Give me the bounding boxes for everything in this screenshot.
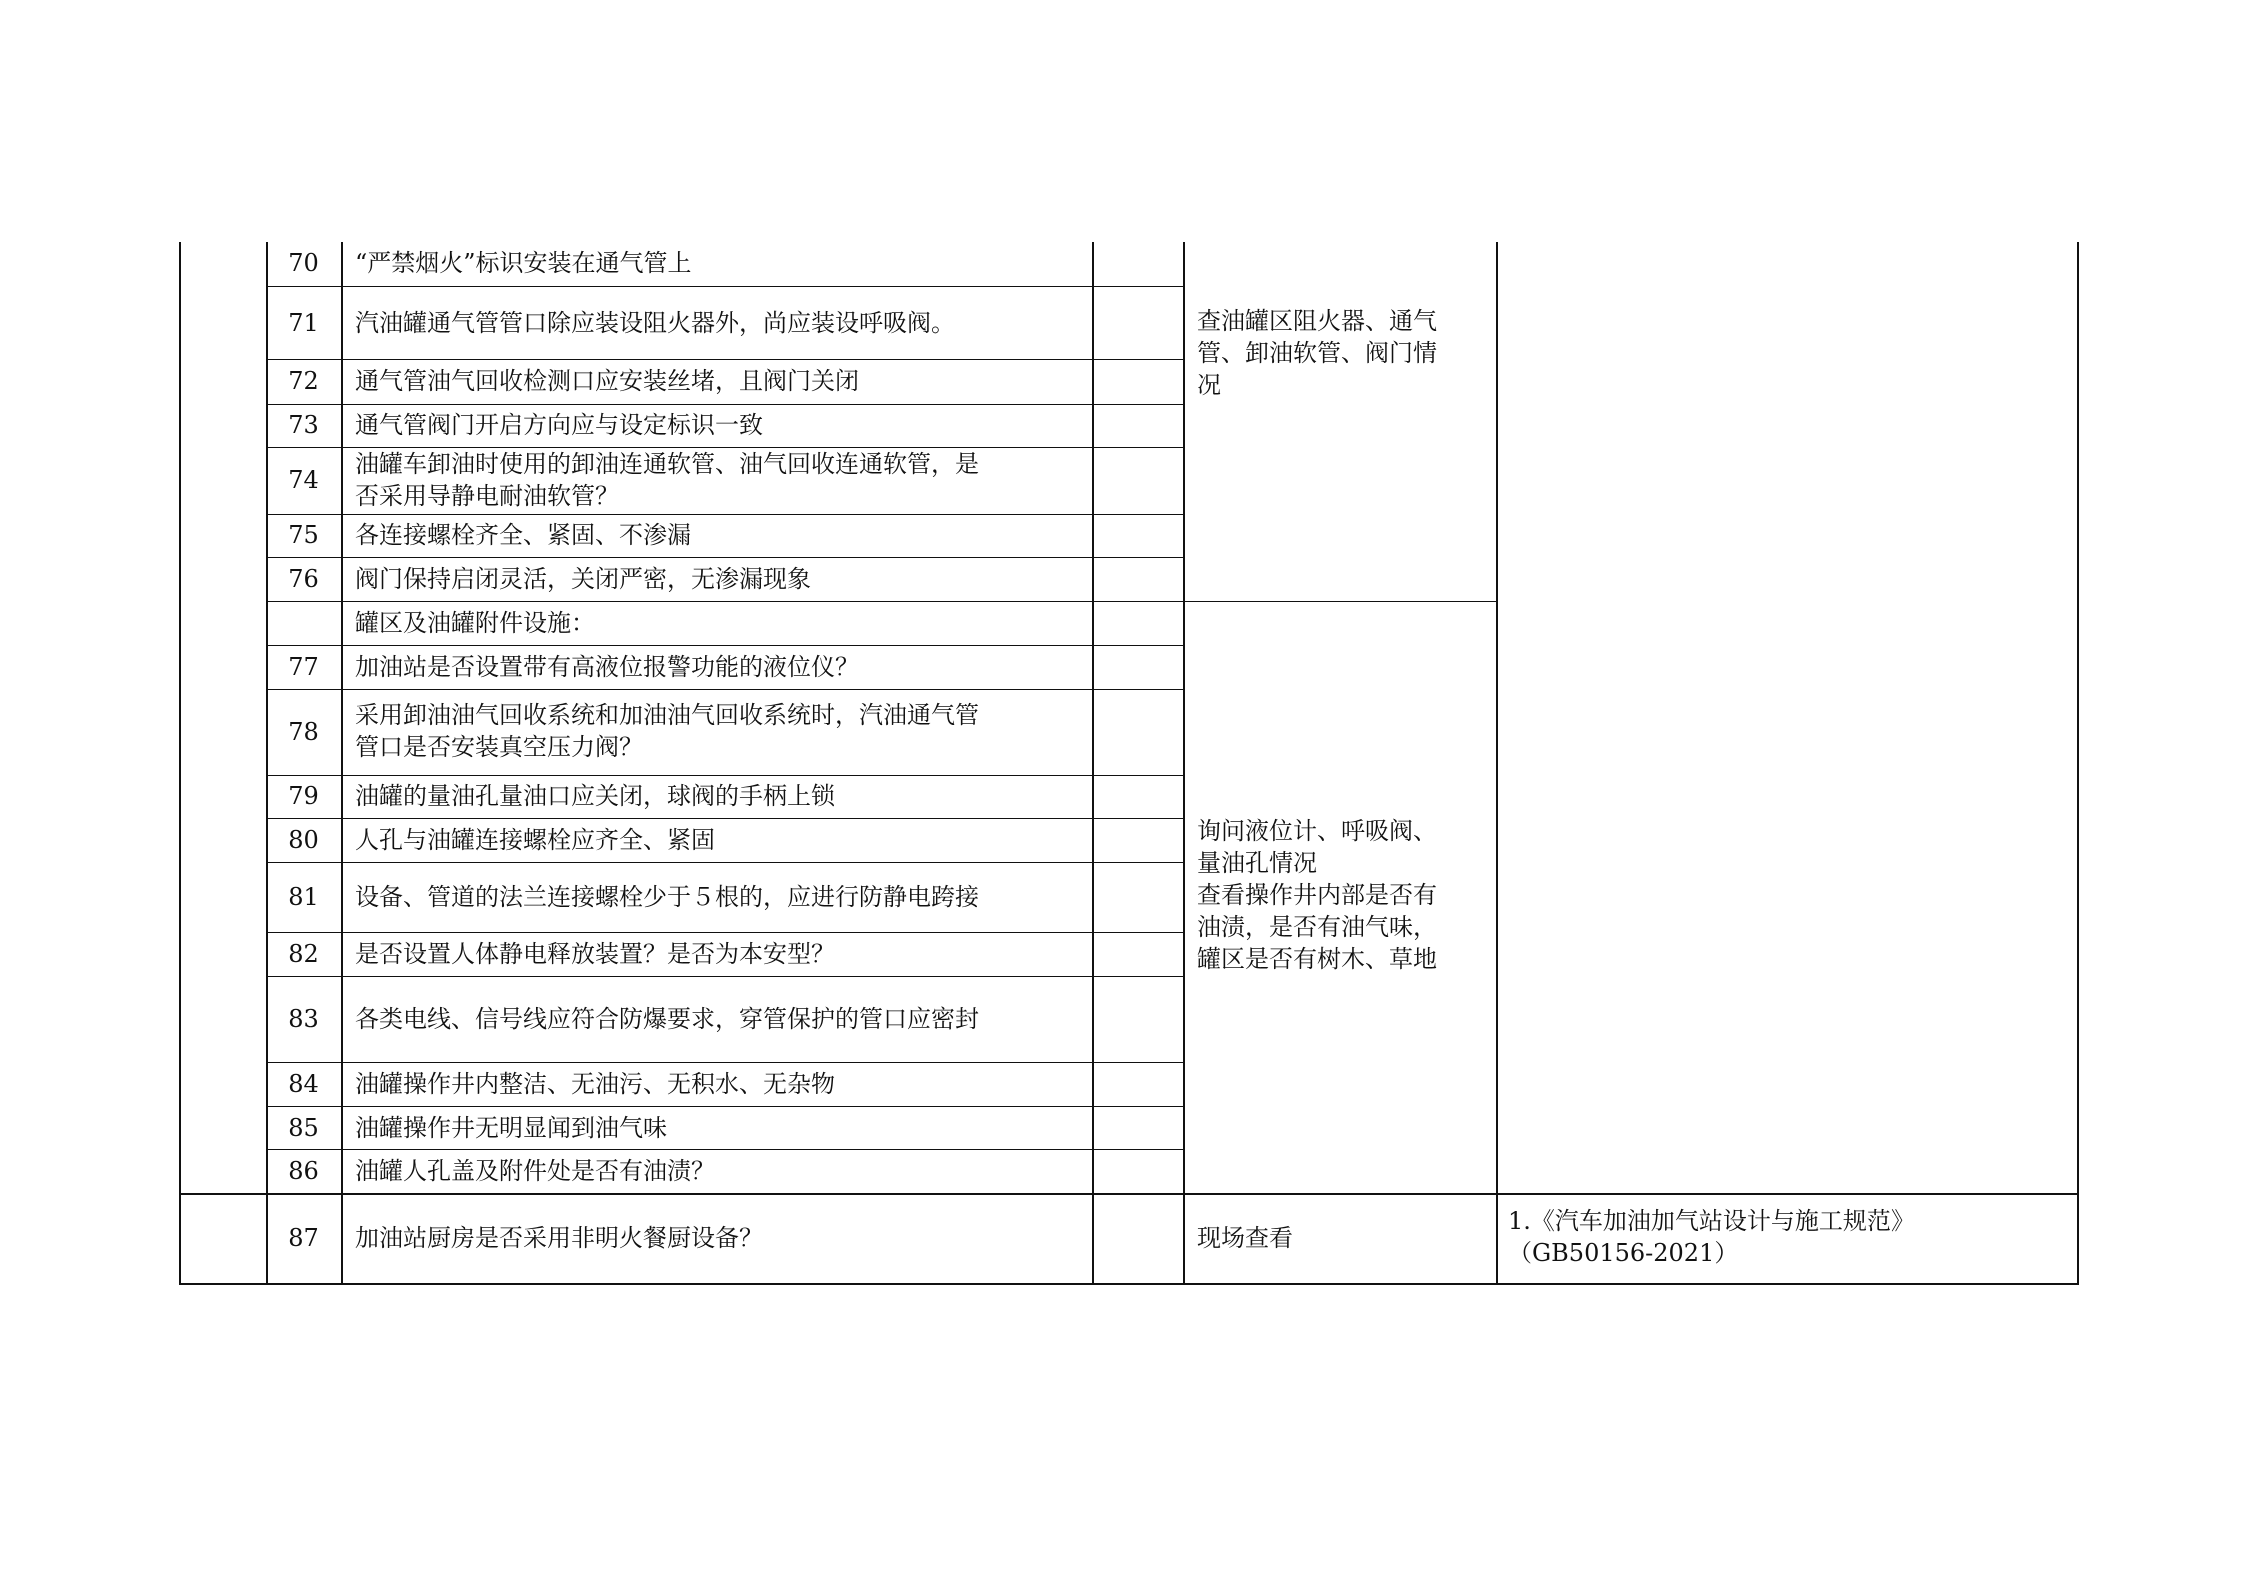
- method-text: 罐区是否有树木、草地: [1197, 945, 1437, 973]
- row-number: 80: [288, 826, 319, 854]
- item-text: 各连接螺栓齐全、紧固、不渗漏: [355, 521, 691, 549]
- basis-text: 1.《汽车加油加气站设计与施工规范》: [1508, 1207, 1915, 1235]
- row-number: 71: [288, 309, 319, 337]
- item-text: 汽油罐通气管管口除应装设阻火器外，尚应装设呼吸阀。: [355, 309, 955, 337]
- table-col-divider: [1092, 242, 1094, 1284]
- item-text: 采用卸油油气回收系统和加油油气回收系统时，汽油通气管: [355, 701, 979, 729]
- row-divider: [266, 601, 1496, 602]
- row-divider: [266, 818, 1184, 819]
- item-text: 人孔与油罐连接螺栓应齐全、紧固: [355, 826, 715, 854]
- item-text: 油罐车卸油时使用的卸油连通软管、油气回收连通软管，是: [355, 450, 979, 478]
- row-divider: [266, 862, 1184, 863]
- row-divider: [266, 1062, 1184, 1063]
- row-number: 87: [288, 1224, 319, 1252]
- row-number: 73: [288, 411, 319, 439]
- method-text: 管、卸油软管、阀门情: [1197, 339, 1437, 367]
- method-text: 询问液位计、呼吸阀、: [1197, 817, 1437, 845]
- method-text: 况: [1197, 371, 1221, 399]
- item-text: 加油站是否设置带有高液位报警功能的液位仪？: [355, 653, 859, 681]
- method-text: 查油罐区阻火器、通气: [1197, 307, 1437, 335]
- row-number: 86: [288, 1157, 319, 1185]
- row-divider: [266, 1106, 1184, 1107]
- row-number: 78: [288, 718, 319, 746]
- table-col-divider: [1496, 242, 1498, 1284]
- row-divider: [266, 689, 1184, 690]
- item-text: “严禁烟火”标识安装在通气管上: [355, 249, 692, 277]
- row-divider: [266, 557, 1184, 558]
- row-number: 77: [288, 653, 319, 681]
- row-divider: [266, 359, 1184, 360]
- row-divider: [266, 645, 1184, 646]
- row-number: 85: [288, 1114, 319, 1142]
- table-border-left: [179, 242, 181, 1284]
- row-number: 79: [288, 782, 319, 810]
- item-text: 油罐人孔盖及附件处是否有油渍？: [355, 1157, 715, 1185]
- row-divider: [266, 514, 1184, 515]
- row-divider: [179, 1193, 2079, 1195]
- item-text: 管口是否安装真空压力阀？: [355, 733, 643, 761]
- table-border-right: [2077, 242, 2079, 1284]
- item-text: 加油站厨房是否采用非明火餐厨设备？: [355, 1224, 763, 1252]
- item-text: 是否设置人体静电释放装置？是否为本安型？: [355, 940, 835, 968]
- row-number: 75: [288, 521, 319, 549]
- row-number: 76: [288, 565, 319, 593]
- item-text: 通气管阀门开启方向应与设定标识一致: [355, 411, 763, 439]
- item-text: 阀门保持启闭灵活，关闭严密，无渗漏现象: [355, 565, 811, 593]
- row-number: 81: [288, 883, 319, 911]
- row-divider: [266, 932, 1184, 933]
- method-text: 油渍，是否有油气味，: [1197, 913, 1437, 941]
- row-number: 74: [288, 466, 319, 494]
- item-text: 油罐操作井无明显闻到油气味: [355, 1114, 667, 1142]
- item-text: 各类电线、信号线应符合防爆要求，穿管保护的管口应密封: [355, 1005, 979, 1033]
- section-heading: 罐区及油罐附件设施：: [355, 609, 595, 637]
- row-number: 82: [288, 940, 319, 968]
- table-col-divider: [1183, 242, 1185, 1284]
- basis-text: （GB50156-2021）: [1508, 1239, 1739, 1267]
- row-divider: [266, 976, 1184, 977]
- item-text: 设备、管道的法兰连接螺栓少于５根的，应进行防静电跨接: [355, 883, 979, 911]
- item-text: 否采用导静电耐油软管？: [355, 482, 619, 510]
- row-divider: [266, 286, 1184, 287]
- row-number: 70: [288, 249, 319, 277]
- row-number: 83: [288, 1005, 319, 1033]
- row-number: 84: [288, 1070, 319, 1098]
- method-text: 量油孔情况: [1197, 849, 1317, 877]
- method-text: 现场查看: [1197, 1224, 1293, 1252]
- row-divider: [266, 775, 1184, 776]
- row-divider: [266, 1149, 1184, 1150]
- item-text: 通气管油气回收检测口应安装丝堵，且阀门关闭: [355, 367, 859, 395]
- method-text: 查看操作井内部是否有: [1197, 881, 1437, 909]
- table-border-bottom: [179, 1283, 2079, 1285]
- row-divider: [266, 404, 1184, 405]
- table-col-divider: [341, 242, 343, 1284]
- item-text: 油罐操作井内整洁、无油污、无积水、无杂物: [355, 1070, 835, 1098]
- item-text: 油罐的量油孔量油口应关闭，球阀的手柄上锁: [355, 782, 835, 810]
- row-number: 72: [288, 367, 319, 395]
